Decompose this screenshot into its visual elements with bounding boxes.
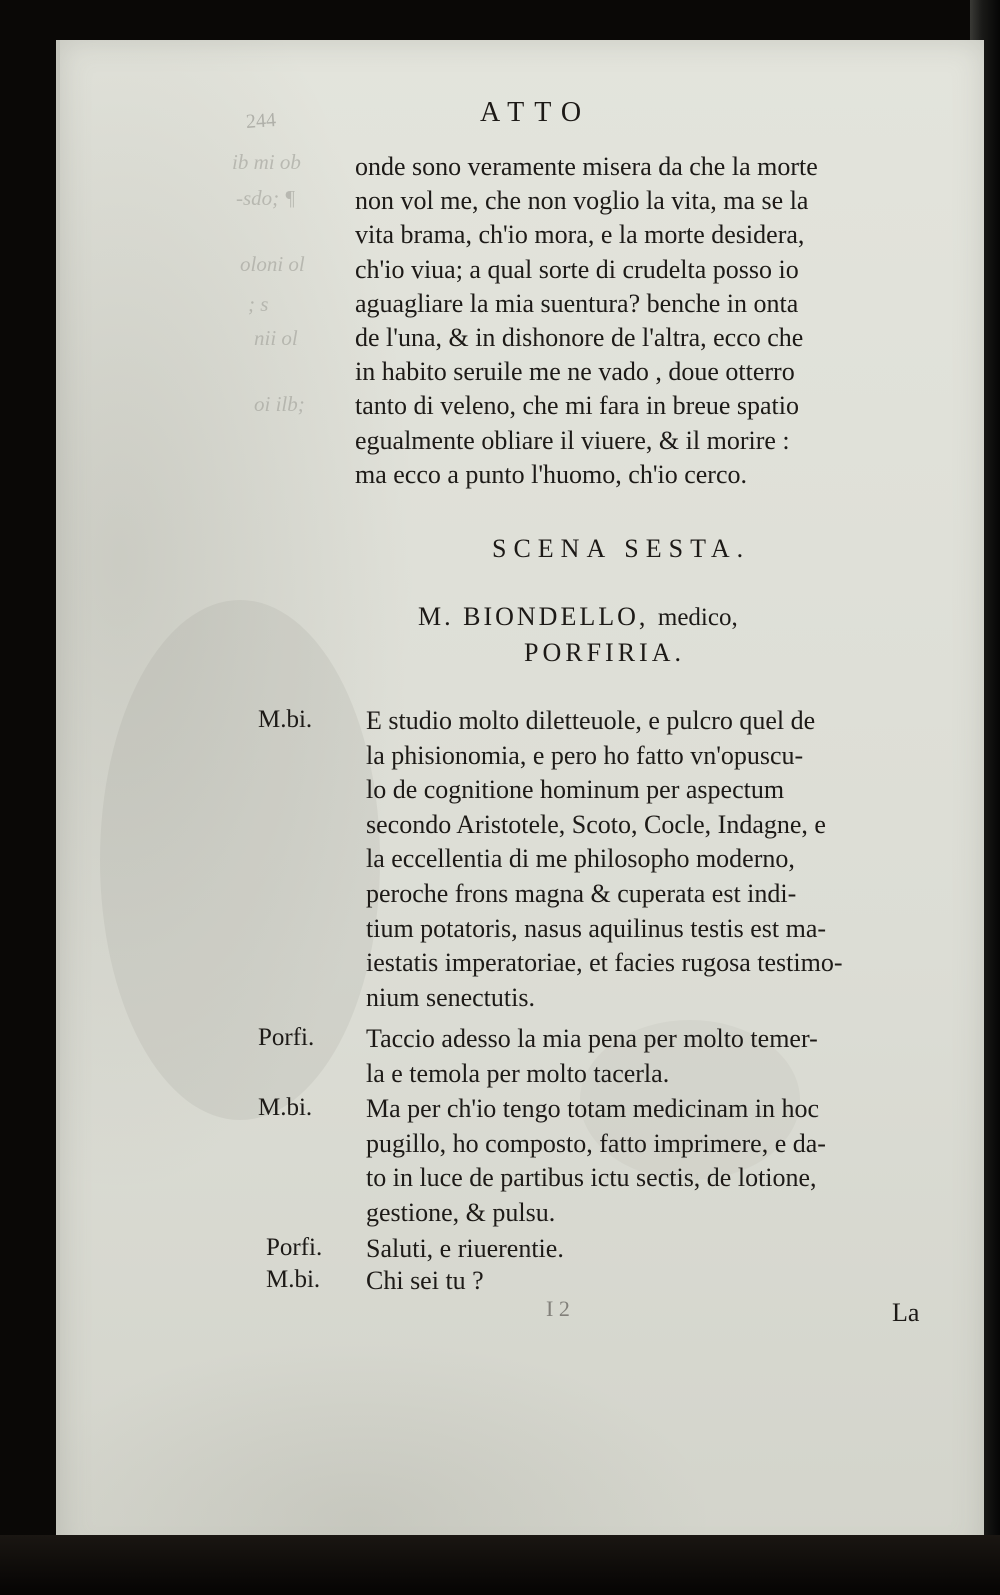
speech bbox=[366, 704, 936, 1015]
speaker-label: Porfi. bbox=[258, 1024, 315, 1051]
speech bbox=[366, 1232, 936, 1267]
bleed-through-text: nii ol bbox=[254, 326, 298, 350]
character-name: M. BIONDELLO, bbox=[418, 602, 649, 631]
text-line: in habito seruile me ne vado , doue otterro bbox=[355, 357, 795, 387]
scene-title: SCENA SESTA. bbox=[492, 534, 751, 563]
text-line: onde sono veramente misera da che la morte bbox=[355, 152, 818, 181]
text-line: tium potatoris, nasus aquilinus testis est ma- bbox=[366, 913, 827, 943]
speech bbox=[366, 1264, 936, 1299]
signature-mark: I 2 bbox=[546, 1296, 570, 1321]
text-line: Ma per ch'io tengo totam medicinam in hoc bbox=[366, 1094, 820, 1123]
text-line: Saluti, e riuerentie. bbox=[366, 1234, 564, 1263]
cast-list-line bbox=[418, 602, 738, 632]
prose-passage bbox=[355, 150, 935, 492]
text-line: nium senectutis. bbox=[366, 982, 535, 1012]
text-line: egualmente obliare il viuere, & il morire : bbox=[355, 425, 790, 455]
bleed-through-text: -sdo; ¶ bbox=[236, 186, 296, 210]
text-line: tanto di veleno, che mi fara in breue spatio bbox=[355, 391, 800, 421]
text-line: Taccio adesso la mia pena per molto temer- bbox=[366, 1024, 818, 1053]
text-line: gestione, & pulsu. bbox=[366, 1197, 556, 1227]
text-line: secondo Aristotele, Scoto, Cocle, Indagne, e bbox=[366, 809, 826, 839]
text-line: pugillo, ho composto, fatto imprimere, e da- bbox=[366, 1128, 826, 1158]
text-line: vita brama, ch'io mora, e la morte desidera, bbox=[355, 220, 805, 250]
text-line: de l'una, & in dishonore de l'altra, ecco che bbox=[355, 323, 804, 353]
speaker-label: M.bi. bbox=[266, 1266, 321, 1293]
running-head: ATTO bbox=[480, 97, 592, 128]
scan-border-bottom bbox=[0, 1535, 1000, 1595]
text-line: la phisionomia, e pero ho fatto vn'opuscu- bbox=[366, 740, 804, 770]
text-line: la e temola per molto tacerla. bbox=[366, 1058, 670, 1088]
bleed-through-text: oi ilb; bbox=[254, 392, 305, 416]
speech bbox=[366, 1092, 936, 1230]
text-line: ma ecco a punto l'huomo, ch'io cerco. bbox=[355, 459, 748, 489]
speech bbox=[366, 1022, 936, 1091]
text-line: E studio molto diletteuole, e pulcro quel de bbox=[366, 706, 816, 735]
text-line: peroche frons magna & cuperata est indi- bbox=[366, 878, 797, 908]
character-role: medico, bbox=[657, 604, 738, 631]
text-line: la eccellentia di me philosopho moderno, bbox=[366, 844, 795, 874]
cast-list-line: PORFIRIA. bbox=[524, 638, 685, 667]
text-line: lo de cognitione hominum per aspectum bbox=[366, 775, 785, 805]
speaker-label: M.bi. bbox=[258, 1094, 313, 1121]
text-line: iestatis imperatoriae, et facies rugosa testimo- bbox=[366, 948, 843, 978]
speaker-label: Porfi. bbox=[266, 1234, 323, 1261]
bleed-through-text: ib mi ob bbox=[232, 150, 301, 174]
text-line: to in luce de partibus ictu sectis, de lotione, bbox=[366, 1163, 817, 1193]
text-line: aguagliare la mia suentura? benche in onta bbox=[355, 288, 799, 318]
bleed-through-text: oloni ol bbox=[240, 252, 305, 276]
bleed-through-text: ; s bbox=[248, 292, 269, 316]
speaker-label: M.bi. bbox=[258, 706, 313, 733]
text-line: Chi sei tu ? bbox=[366, 1266, 484, 1295]
page-number: 244 bbox=[245, 108, 277, 134]
text-line: non vol me, che non voglio la vita, ma se la bbox=[355, 186, 809, 216]
paper-stain bbox=[100, 600, 380, 1120]
text-line: ch'io viua; a qual sorte di crudelta posso io bbox=[355, 254, 799, 284]
catchword: La bbox=[892, 1298, 920, 1327]
